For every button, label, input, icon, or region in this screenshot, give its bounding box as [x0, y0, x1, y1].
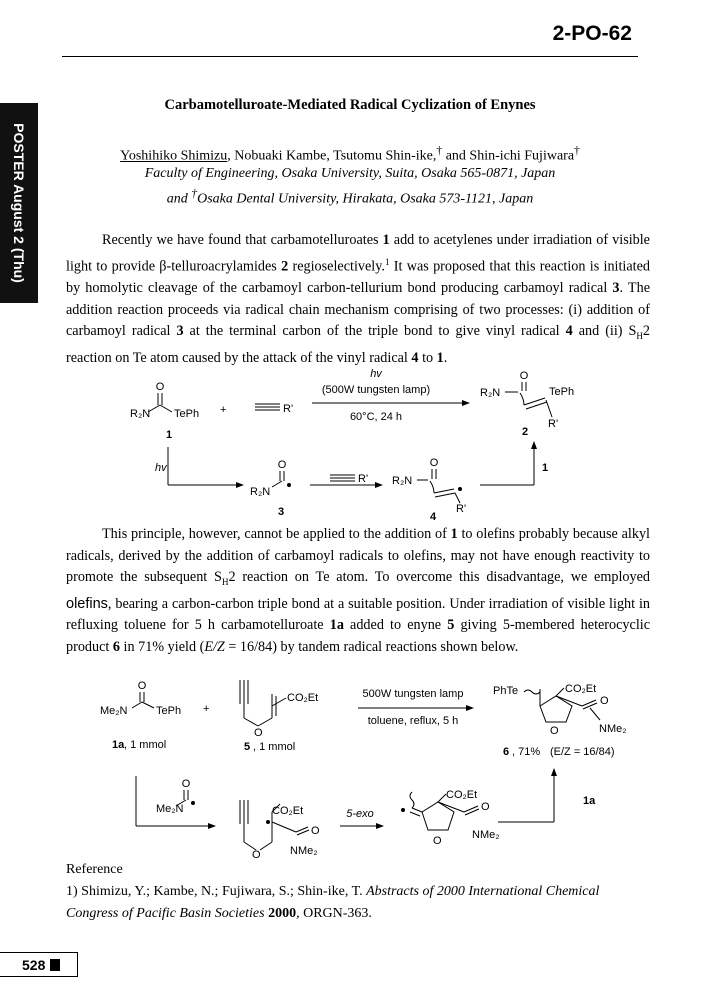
svg-text:hv: hv	[155, 462, 167, 474]
svg-text:1a: 1a	[112, 739, 125, 751]
svg-text:PhTe: PhTe	[493, 685, 519, 697]
svg-text:R': R'	[358, 473, 369, 485]
svg-text:R': R'	[548, 418, 559, 430]
svg-text:5: 5	[244, 741, 251, 753]
author-line: Yoshihiko Shimizu, Nobuaki Kambe, Tsutomu Shin-ike,† and Shin-ichi Fujiwara†	[120, 144, 580, 164]
svg-text:O: O	[481, 801, 490, 813]
svg-text:, 71%: , 71%	[512, 746, 541, 758]
svg-text:R₂N: R₂N	[130, 408, 151, 420]
svg-text:CO₂Et: CO₂Et	[287, 692, 319, 704]
svg-text:(500W tungsten lamp): (500W tungsten lamp)	[321, 384, 431, 396]
svg-text:5-exo: 5-exo	[346, 808, 374, 820]
svg-text:R': R'	[456, 503, 467, 515]
presenting-author: Yoshihiko Shimizu	[120, 148, 228, 164]
svg-text:(E/Z = 16/84): (E/Z = 16/84)	[550, 746, 615, 758]
svg-text:O: O	[519, 370, 529, 382]
svg-text:O: O	[433, 835, 442, 847]
svg-text:O: O	[155, 381, 165, 393]
svg-text:, 1 mmol: , 1 mmol	[253, 741, 296, 753]
svg-text:O: O	[311, 825, 320, 837]
svg-text:CO₂Et: CO₂Et	[565, 683, 597, 695]
svg-text:O: O	[137, 680, 147, 692]
svg-text:NMe₂: NMe₂	[472, 829, 500, 841]
svg-text:R': R'	[283, 403, 294, 415]
page-number: 528	[0, 952, 78, 977]
svg-text:O: O	[181, 778, 191, 790]
svg-text:NMe₂: NMe₂	[599, 723, 627, 735]
svg-text:CO₂Et: CO₂Et	[446, 789, 478, 801]
svg-text:3: 3	[278, 506, 285, 518]
svg-text:NMe₂: NMe₂	[290, 845, 318, 857]
header-rule	[62, 56, 638, 57]
svg-text:6: 6	[503, 746, 510, 758]
svg-text:60°C, 24 h: 60°C, 24 h	[349, 411, 403, 423]
scheme-1	[100, 365, 620, 525]
svg-text:+: +	[220, 404, 227, 416]
svg-text:TePh: TePh	[549, 386, 575, 398]
affiliation-1: Faculty of Engineering, Osaka University, Suita, Osaka 565-0871, Japan	[144, 166, 556, 181]
reference-heading: Reference	[66, 862, 123, 877]
page-marker-square	[50, 959, 60, 971]
svg-text:4: 4	[430, 511, 437, 523]
svg-text:R₂N: R₂N	[480, 387, 501, 399]
paragraph-2: This principle, however, cannot be applied to the addition of 1 to olefins probably because alkyl radicals, derived by the addition of carbamoyl radicals to olefins, may not have enough reactivity to promote the subsequent $S_H2$ reaction on Te atom. To overcome this disadvantage, we employed olefins, bearing a carbon-carbon triple bond at a suitable position. Under irradiation of visible light in refluxing toluene for 5 h carbamotelluroate 1a added to enyne 5 giving 5-membered heterocyclic product 6 in 71% yield (E/Z = 16/84) by tandem radical reactions shown below.	[66, 526, 650, 655]
abstract-code: 2-PO-62	[552, 22, 632, 45]
paragraph-1: Recently we have found that carbamotelluroates 1 add to acetylenes under irradiation of visible light to provide β-telluroacrylamides 2 regioselectively.$^1$ It was proposed that this reaction is initiated by homolytic cleavage of the carbamoyl carbon-tellurium bond producing carbamoyl radical 3. The addition reaction proceeds via radical chain mechanism comprising of two processes: (i) addition of carbamoyl radical 3 at the terminal carbon of the triple bond to give vinyl radical 4 and (ii) $S_H2$ reaction on Te atom caused by the attack of the vinyl radical 4 to 1.	[66, 232, 651, 366]
svg-text:hv: hv	[370, 368, 382, 380]
svg-text:O: O	[252, 849, 261, 861]
side-tab-label: POSTER August 2 (Thu)	[11, 123, 27, 283]
svg-text:, 1 mmol: , 1 mmol	[124, 739, 167, 751]
reference-1: 1) Shimizu, Y.; Kambe, N.; Fujiwara, S.; Shin-ike, T. Abstracts of 2000 International Chemical Congress of Pacific Basin Societies 2000, ORGN-363.	[66, 884, 600, 921]
svg-text:+: +	[203, 703, 210, 715]
svg-text:O: O	[254, 727, 263, 739]
svg-text:O: O	[277, 459, 287, 471]
svg-text:Me₂N: Me₂N	[100, 705, 128, 717]
svg-text:O: O	[429, 457, 439, 469]
svg-text:1: 1	[542, 462, 549, 474]
side-tab	[0, 103, 38, 303]
svg-text:O: O	[600, 695, 609, 707]
svg-text:500W tungsten lamp: 500W tungsten lamp	[362, 688, 464, 700]
svg-text:1a: 1a	[583, 795, 596, 807]
svg-text:TePh: TePh	[174, 408, 200, 420]
svg-text:2: 2	[522, 426, 529, 438]
scheme-2	[100, 672, 640, 862]
svg-text:1: 1	[166, 429, 173, 441]
svg-text:O: O	[550, 725, 559, 737]
svg-text:R₂N: R₂N	[392, 475, 413, 487]
svg-text:TePh: TePh	[156, 705, 182, 717]
svg-text:Me₂N: Me₂N	[156, 803, 184, 815]
paper-title: Carbamotelluroate-Mediated Radical Cyclization of Enynes	[164, 97, 536, 113]
svg-text:R₂N: R₂N	[250, 486, 271, 498]
svg-text:toluene, reflux, 5 h: toluene, reflux, 5 h	[367, 715, 459, 727]
svg-text:CO₂Et: CO₂Et	[272, 805, 304, 817]
affiliation-2: and †Osaka Dental University, Hirakata, Osaka 573-1121, Japan	[166, 187, 534, 207]
